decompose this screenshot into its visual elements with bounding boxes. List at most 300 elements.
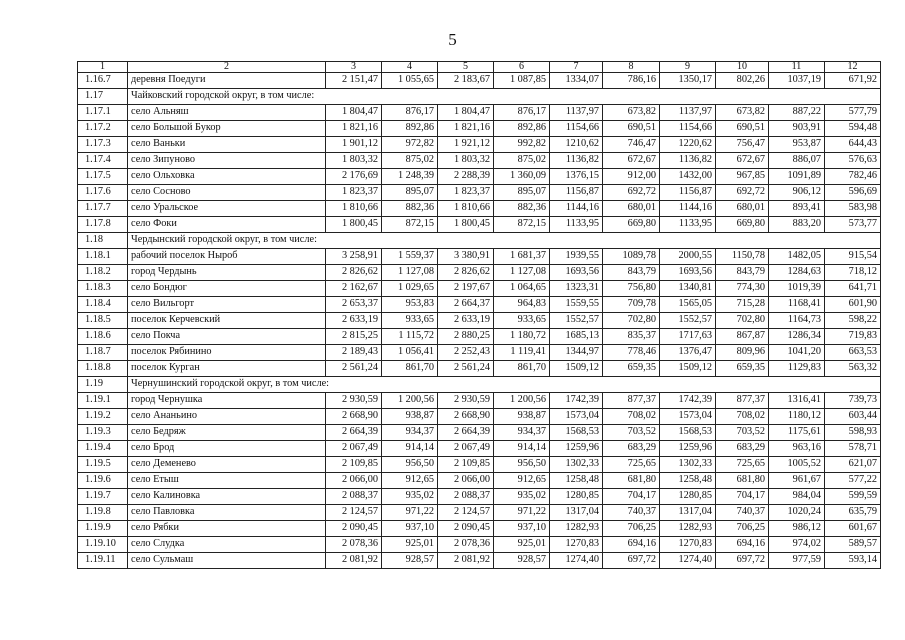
value-cell-col-9: 1552,57 [660,313,716,329]
value-cell-col-6: 1 087,85 [494,73,550,89]
value-cell-col-6: 875,02 [494,153,550,169]
value-cell-col-11: 887,22 [769,105,825,121]
value-cell-col-8: 702,80 [603,313,660,329]
value-cell-col-9: 1340,81 [660,281,716,297]
value-cell-col-10: 809,96 [716,345,769,361]
row-code: 1.17.1 [78,105,128,121]
value-cell-col-5: 1 823,37 [438,185,494,201]
value-cell-col-5: 2 109,85 [438,457,494,473]
value-cell-col-3: 2 826,62 [326,265,382,281]
value-cell-col-11: 886,07 [769,153,825,169]
table-row [78,313,881,329]
value-cell-col-4: 937,10 [382,521,438,537]
value-cell-col-5: 2 078,36 [438,537,494,553]
value-cell-col-7: 1509,12 [550,361,603,377]
value-cell-col-5: 2 826,62 [438,265,494,281]
value-cell-col-12: 598,22 [825,313,881,329]
value-cell-col-3: 2 162,67 [326,281,382,297]
value-cell-col-12: 563,32 [825,361,881,377]
value-cell-col-12: 589,57 [825,537,881,553]
value-cell-col-11: 986,12 [769,521,825,537]
value-cell-col-7: 1270,83 [550,537,603,553]
value-cell-col-8: 694,16 [603,537,660,553]
value-cell-col-3: 2 090,45 [326,521,382,537]
value-cell-col-4: 882,36 [382,201,438,217]
table-row [78,345,881,361]
table-row [78,121,881,137]
value-cell-col-9: 1568,53 [660,425,716,441]
value-cell-col-11: 1175,61 [769,425,825,441]
settlement-name: деревня Поедуги [128,73,326,89]
table-row [78,265,881,281]
settlement-name: село Альняш [128,105,326,121]
value-cell-col-10: 715,28 [716,297,769,313]
value-cell-col-9: 1573,04 [660,409,716,425]
row-code: 1.17.6 [78,185,128,201]
value-cell-col-10: 692,72 [716,185,769,201]
value-cell-col-12: 576,63 [825,153,881,169]
column-number-3: 3 [326,62,382,73]
value-cell-col-4: 1 056,41 [382,345,438,361]
value-cell-col-12: 671,92 [825,73,881,89]
value-cell-col-12: 663,53 [825,345,881,361]
value-cell-col-8: 683,29 [603,441,660,457]
table-row [78,537,881,553]
value-cell-col-12: 782,46 [825,169,881,185]
column-number-7: 7 [550,62,603,73]
value-cell-col-7: 1144,16 [550,201,603,217]
table-section-row [78,89,881,105]
row-code: 1.17.7 [78,201,128,217]
section-title: Чайковский городской округ, в том числе: [128,89,881,105]
row-code: 1.18.4 [78,297,128,313]
table-row [78,281,881,297]
value-cell-col-9: 1693,56 [660,265,716,281]
value-cell-col-5: 3 380,91 [438,249,494,265]
row-code: 1.19.2 [78,409,128,425]
value-cell-col-4: 934,37 [382,425,438,441]
value-cell-col-6: 934,37 [494,425,550,441]
value-cell-col-5: 1 800,45 [438,217,494,233]
table-row [78,505,881,521]
value-cell-col-10: 690,51 [716,121,769,137]
table-section-row [78,377,881,393]
value-cell-col-9: 1144,16 [660,201,716,217]
value-cell-col-11: 977,59 [769,553,825,569]
value-cell-col-10: 725,65 [716,457,769,473]
settlement-name: село Павловка [128,505,326,521]
value-cell-col-6: 914,14 [494,441,550,457]
value-cell-col-3: 2 561,24 [326,361,382,377]
value-cell-col-11: 1482,05 [769,249,825,265]
value-cell-col-4: 1 115,72 [382,329,438,345]
value-cell-col-7: 1568,53 [550,425,603,441]
value-cell-col-12: 598,93 [825,425,881,441]
value-cell-col-10: 967,85 [716,169,769,185]
row-code: 1.17.5 [78,169,128,185]
value-cell-col-4: 1 200,56 [382,393,438,409]
value-cell-col-8: 659,35 [603,361,660,377]
value-cell-col-10: 706,25 [716,521,769,537]
value-cell-col-9: 1565,05 [660,297,716,313]
settlement-name: село Вильгорт [128,297,326,313]
value-cell-col-5: 2 561,24 [438,361,494,377]
value-cell-col-7: 1280,85 [550,489,603,505]
value-cell-col-10: 694,16 [716,537,769,553]
value-cell-col-5: 2 081,92 [438,553,494,569]
table-body [78,62,881,569]
value-cell-col-8: 681,80 [603,473,660,489]
value-cell-col-11: 1091,89 [769,169,825,185]
value-cell-col-7: 1156,87 [550,185,603,201]
value-cell-col-4: 956,50 [382,457,438,473]
value-cell-col-8: 1089,78 [603,249,660,265]
value-cell-col-8: 690,51 [603,121,660,137]
value-cell-col-3: 2 176,69 [326,169,382,185]
value-cell-col-10: 697,72 [716,553,769,569]
value-cell-col-8: 692,72 [603,185,660,201]
value-cell-col-6: 935,02 [494,489,550,505]
value-cell-col-10: 673,82 [716,105,769,121]
value-cell-col-11: 1164,73 [769,313,825,329]
table-row [78,393,881,409]
table-row [78,185,881,201]
table-row [78,73,881,89]
value-cell-col-4: 938,87 [382,409,438,425]
value-cell-col-5: 2 252,43 [438,345,494,361]
value-cell-col-5: 1 803,32 [438,153,494,169]
value-cell-col-9: 1154,66 [660,121,716,137]
settlement-name: село Фоки [128,217,326,233]
value-cell-col-4: 1 559,37 [382,249,438,265]
value-cell-col-9: 1137,97 [660,105,716,121]
value-cell-col-4: 895,07 [382,185,438,201]
value-cell-col-6: 971,22 [494,505,550,521]
value-cell-col-6: 992,82 [494,137,550,153]
settlement-name: село Покча [128,329,326,345]
value-cell-col-12: 621,07 [825,457,881,473]
settlement-name: село Ананьино [128,409,326,425]
row-code: 1.18.1 [78,249,128,265]
row-code: 1.18.3 [78,281,128,297]
value-cell-col-10: 740,37 [716,505,769,521]
value-cell-col-7: 1323,31 [550,281,603,297]
value-cell-col-9: 1282,93 [660,521,716,537]
value-cell-col-7: 1344,97 [550,345,603,361]
value-cell-col-4: 1 055,65 [382,73,438,89]
settlement-name: рабочий поселок Ныроб [128,249,326,265]
row-code: 1.19.6 [78,473,128,489]
value-cell-col-3: 2 664,39 [326,425,382,441]
value-cell-col-3: 1 901,12 [326,137,382,153]
page-number: 5 [448,30,457,49]
value-cell-col-12: 596,69 [825,185,881,201]
value-cell-col-10: 867,87 [716,329,769,345]
value-cell-col-5: 2 088,37 [438,489,494,505]
value-cell-col-6: 872,15 [494,217,550,233]
value-cell-col-3: 2 668,90 [326,409,382,425]
value-cell-col-7: 1137,97 [550,105,603,121]
value-cell-col-6: 964,83 [494,297,550,313]
value-cell-col-8: 706,25 [603,521,660,537]
table-row [78,169,881,185]
table-row [78,249,881,265]
value-cell-col-8: 778,46 [603,345,660,361]
value-cell-col-9: 1350,17 [660,73,716,89]
value-cell-col-10: 702,80 [716,313,769,329]
value-cell-col-9: 1156,87 [660,185,716,201]
table-row [78,425,881,441]
settlement-name: село Деменево [128,457,326,473]
value-cell-col-5: 2 930,59 [438,393,494,409]
value-cell-col-12: 599,59 [825,489,881,505]
value-cell-col-8: 680,01 [603,201,660,217]
value-cell-col-9: 1317,04 [660,505,716,521]
value-cell-col-9: 1280,85 [660,489,716,505]
value-cell-col-9: 1274,40 [660,553,716,569]
value-cell-col-7: 1685,13 [550,329,603,345]
value-cell-col-11: 883,20 [769,217,825,233]
value-cell-col-12: 594,48 [825,121,881,137]
value-cell-col-4: 972,82 [382,137,438,153]
table-row [78,297,881,313]
column-number-1: 1 [78,62,128,73]
value-cell-col-8: 746,47 [603,137,660,153]
row-code: 1.19.3 [78,425,128,441]
value-cell-col-7: 1259,96 [550,441,603,457]
row-code: 1.18.6 [78,329,128,345]
value-cell-col-4: 914,14 [382,441,438,457]
row-code: 1.19.9 [78,521,128,537]
value-cell-col-4: 1 127,08 [382,265,438,281]
value-cell-col-11: 963,16 [769,441,825,457]
value-cell-col-5: 2 664,39 [438,425,494,441]
value-cell-col-9: 1258,48 [660,473,716,489]
settlement-name: село Ольховка [128,169,326,185]
table-row [78,329,881,345]
settlement-name: город Чердынь [128,265,326,281]
value-cell-col-7: 1154,66 [550,121,603,137]
column-number-12: 12 [825,62,881,73]
value-cell-col-10: 704,17 [716,489,769,505]
value-cell-col-8: 786,16 [603,73,660,89]
value-cell-col-3: 2 151,47 [326,73,382,89]
value-cell-col-12: 601,90 [825,297,881,313]
value-cell-col-4: 1 029,65 [382,281,438,297]
settlement-name: село Слудка [128,537,326,553]
value-cell-col-4: 912,65 [382,473,438,489]
value-cell-col-12: 915,54 [825,249,881,265]
value-cell-col-8: 843,79 [603,265,660,281]
column-number-4: 4 [382,62,438,73]
column-number-6: 6 [494,62,550,73]
value-cell-col-3: 3 258,91 [326,249,382,265]
value-cell-col-12: 577,22 [825,473,881,489]
table-row [78,489,881,505]
value-cell-col-8: 672,67 [603,153,660,169]
column-number-8: 8 [603,62,660,73]
value-cell-col-10: 756,47 [716,137,769,153]
value-cell-col-6: 1 681,37 [494,249,550,265]
settlement-name: село Большой Букор [128,121,326,137]
column-number-10: 10 [716,62,769,73]
table-row [78,409,881,425]
value-cell-col-7: 1317,04 [550,505,603,521]
row-code: 1.19.10 [78,537,128,553]
column-number-2: 2 [128,62,326,73]
value-cell-col-6: 895,07 [494,185,550,201]
value-cell-col-7: 1136,82 [550,153,603,169]
value-cell-col-12: 578,71 [825,441,881,457]
value-cell-col-5: 2 090,45 [438,521,494,537]
value-cell-col-4: 861,70 [382,361,438,377]
table-row [78,441,881,457]
value-cell-col-5: 2 197,67 [438,281,494,297]
value-cell-col-12: 593,14 [825,553,881,569]
value-cell-col-5: 1 821,16 [438,121,494,137]
value-cell-col-7: 1334,07 [550,73,603,89]
value-cell-col-9: 1376,47 [660,345,716,361]
value-cell-col-9: 1220,62 [660,137,716,153]
value-cell-col-11: 1020,24 [769,505,825,521]
value-cell-col-5: 1 921,12 [438,137,494,153]
value-cell-col-3: 2 815,25 [326,329,382,345]
value-cell-col-12: 603,44 [825,409,881,425]
value-cell-col-9: 1302,33 [660,457,716,473]
row-code: 1.18.8 [78,361,128,377]
value-cell-col-3: 2 124,57 [326,505,382,521]
table-row [78,105,881,121]
value-cell-col-4: 953,83 [382,297,438,313]
value-cell-col-10: 1150,78 [716,249,769,265]
table-header-row [78,62,881,73]
value-cell-col-10: 659,35 [716,361,769,377]
settlement-name: село Сульмаш [128,553,326,569]
value-cell-col-7: 1258,48 [550,473,603,489]
value-cell-col-8: 756,80 [603,281,660,297]
settlement-name: поселок Рябинино [128,345,326,361]
value-cell-col-7: 1282,93 [550,521,603,537]
value-cell-col-6: 1 180,72 [494,329,550,345]
value-cell-col-12: 718,12 [825,265,881,281]
value-cell-col-6: 933,65 [494,313,550,329]
value-cell-col-9: 1270,83 [660,537,716,553]
value-cell-col-8: 673,82 [603,105,660,121]
value-cell-col-6: 938,87 [494,409,550,425]
table-row [78,457,881,473]
value-cell-col-7: 1742,39 [550,393,603,409]
value-cell-col-9: 1509,12 [660,361,716,377]
table-row [78,217,881,233]
value-cell-col-8: 669,80 [603,217,660,233]
table-row [78,553,881,569]
value-cell-col-12: 719,83 [825,329,881,345]
value-cell-col-6: 892,86 [494,121,550,137]
value-cell-col-12: 739,73 [825,393,881,409]
row-code: 1.17.3 [78,137,128,153]
row-code: 1.19.1 [78,393,128,409]
value-cell-col-12: 644,43 [825,137,881,153]
value-cell-col-7: 1376,15 [550,169,603,185]
value-cell-col-3: 2 653,37 [326,297,382,313]
row-code: 1.19.4 [78,441,128,457]
value-cell-col-3: 2 930,59 [326,393,382,409]
value-cell-col-5: 2 668,90 [438,409,494,425]
row-code: 1.18 [78,233,128,249]
section-title: Чернушинский городской округ, в том числе: [128,377,881,393]
value-cell-col-6: 1 200,56 [494,393,550,409]
row-code: 1.19.8 [78,505,128,521]
value-cell-col-7: 1559,55 [550,297,603,313]
value-cell-col-9: 1133,95 [660,217,716,233]
value-cell-col-11: 1129,83 [769,361,825,377]
settlement-name: поселок Керчевский [128,313,326,329]
value-cell-col-11: 893,41 [769,201,825,217]
value-cell-col-7: 1133,95 [550,217,603,233]
value-cell-col-11: 974,02 [769,537,825,553]
value-cell-col-10: 669,80 [716,217,769,233]
value-cell-col-6: 1 064,65 [494,281,550,297]
settlement-name: село Ваньки [128,137,326,153]
settlement-name: село Етыш [128,473,326,489]
row-code: 1.17.2 [78,121,128,137]
value-cell-col-8: 703,52 [603,425,660,441]
value-cell-col-10: 843,79 [716,265,769,281]
value-cell-col-7: 1210,62 [550,137,603,153]
value-cell-col-6: 882,36 [494,201,550,217]
value-cell-col-6: 925,01 [494,537,550,553]
table-row [78,361,881,377]
value-cell-col-6: 937,10 [494,521,550,537]
value-cell-col-11: 961,67 [769,473,825,489]
value-cell-col-3: 1 821,16 [326,121,382,137]
column-number-11: 11 [769,62,825,73]
value-cell-col-3: 2 081,92 [326,553,382,569]
settlement-name: село Сосново [128,185,326,201]
value-cell-col-5: 2 664,37 [438,297,494,313]
tariff-table [77,61,881,569]
value-cell-col-5: 2 124,57 [438,505,494,521]
value-cell-col-5: 2 067,49 [438,441,494,457]
value-cell-col-12: 573,77 [825,217,881,233]
value-cell-col-8: 708,02 [603,409,660,425]
value-cell-col-9: 1742,39 [660,393,716,409]
settlement-name: село Бедряж [128,425,326,441]
value-cell-col-3: 2 067,49 [326,441,382,457]
value-cell-col-5: 2 066,00 [438,473,494,489]
column-number-9: 9 [660,62,716,73]
value-cell-col-10: 672,67 [716,153,769,169]
value-cell-col-3: 2 066,00 [326,473,382,489]
row-code: 1.17 [78,89,128,105]
value-cell-col-4: 933,65 [382,313,438,329]
value-cell-col-7: 1573,04 [550,409,603,425]
value-cell-col-3: 1 804,47 [326,105,382,121]
value-cell-col-3: 2 088,37 [326,489,382,505]
value-cell-col-4: 925,01 [382,537,438,553]
column-number-5: 5 [438,62,494,73]
value-cell-col-6: 912,65 [494,473,550,489]
value-cell-col-4: 928,57 [382,553,438,569]
value-cell-col-8: 835,37 [603,329,660,345]
row-code: 1.19.5 [78,457,128,473]
value-cell-col-6: 928,57 [494,553,550,569]
row-code: 1.19.7 [78,489,128,505]
table-row [78,201,881,217]
value-cell-col-9: 1259,96 [660,441,716,457]
value-cell-col-11: 1005,52 [769,457,825,473]
value-cell-col-10: 774,30 [716,281,769,297]
